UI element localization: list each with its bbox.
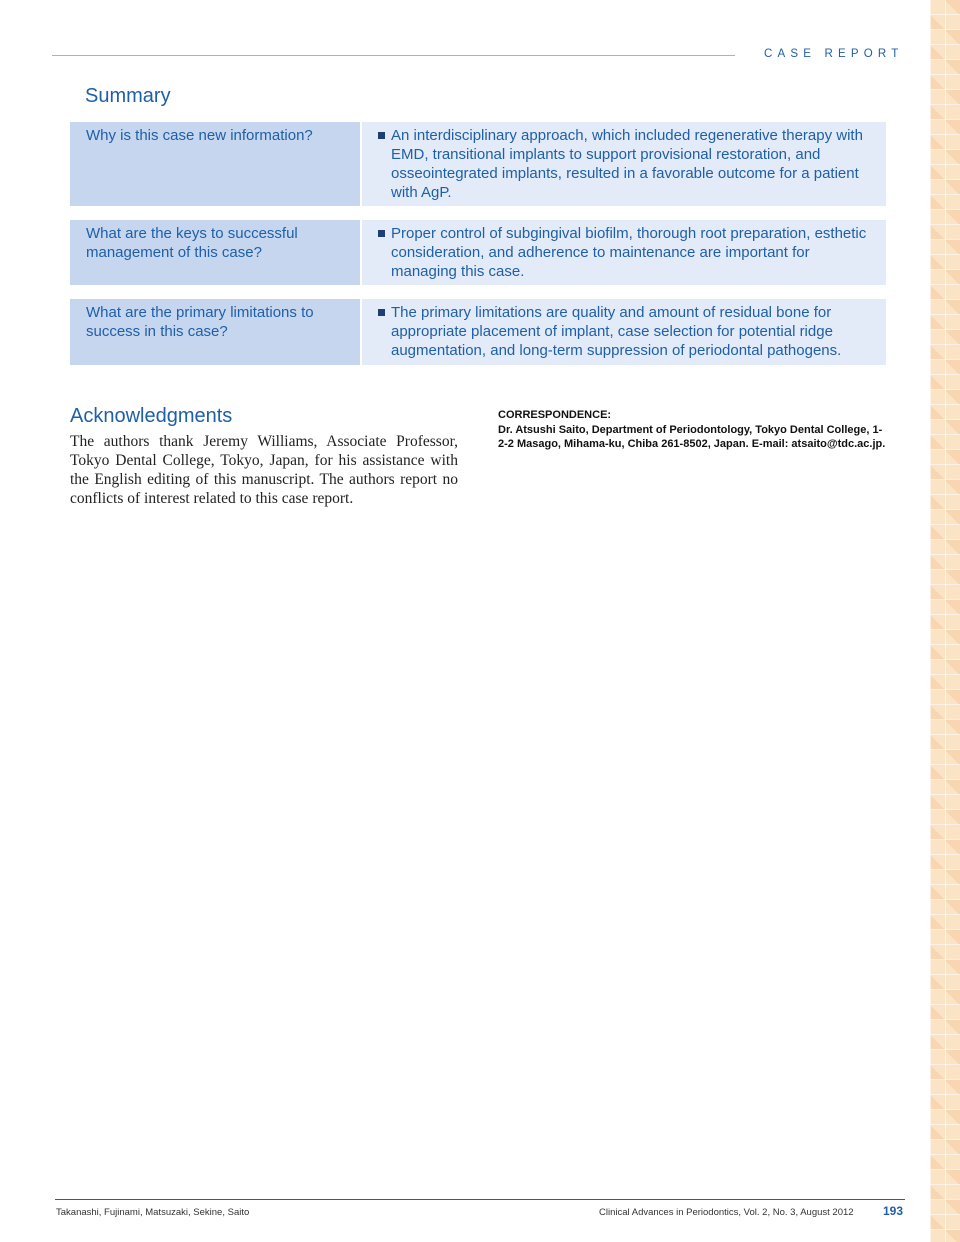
- summary-answer: Proper control of subgingival biofilm, thorough root preparation, esthetic consideration, and adherence to maintenance are important for managing this case.: [391, 225, 867, 280]
- summary-row: [70, 299, 886, 365]
- summary-row: [70, 220, 886, 285]
- square-bullet-icon: [378, 132, 385, 139]
- running-head: CASE REPORT: [764, 48, 904, 60]
- page-number: 193: [883, 1204, 904, 1218]
- footer-rule: [55, 1199, 905, 1200]
- acknowledgments-body: The authors thank Jeremy Williams, Associate Professor, Tokyo Dental College, Tokyo, Japan, for his assistance with the English editing of this manuscript. The authors report no conflicts of interest related to this case report.: [70, 433, 458, 507]
- summary-question: Why is this case new information?: [70, 122, 360, 206]
- summary-table: [70, 122, 886, 379]
- summary-question: What are the primary limitations to success in this case?: [70, 299, 360, 365]
- summary-answer-cell: [362, 220, 886, 285]
- summary-answer-cell: [362, 299, 886, 365]
- summary-question: What are the keys to successful management of this case?: [70, 220, 360, 285]
- summary-row: [70, 122, 886, 206]
- square-bullet-icon: [378, 309, 385, 316]
- summary-title: Summary: [85, 85, 171, 107]
- summary-answer: The primary limitations are quality and amount of residual bone for appropriate placement of implant, case selection for potential ridge augmentation, and long-term suppression of periodontal pathogens.: [391, 304, 842, 359]
- summary-answer-cell: [362, 122, 886, 206]
- correspondence-heading: CORRESPONDENCE:: [498, 409, 612, 421]
- footer-authors: Takanashi, Fujinami, Matsuzaki, Sekine, Saito: [56, 1207, 250, 1218]
- footer-journal-citation: Clinical Advances in Periodontics, Vol. 2, No. 3, August 2012: [599, 1207, 854, 1218]
- decorative-edge-strip: [930, 0, 960, 1242]
- summary-answer: An interdisciplinary approach, which included regenerative therapy with EMD, transitional implants to support provisional restoration, and osseointegrated implants, resulted in a favorable outcome for a patient with AgP.: [391, 127, 863, 201]
- header-rule: [52, 55, 735, 56]
- square-bullet-icon: [378, 230, 385, 237]
- acknowledgments-title: Acknowledgments: [70, 405, 233, 427]
- correspondence-body: Dr. Atsushi Saito, Department of Periodontology, Tokyo Dental College, 1-2-2 Masago, Mihama-ku, Chiba 261-8502, Japan. E-mail: atsaito@tdc.ac.jp.: [498, 424, 886, 450]
